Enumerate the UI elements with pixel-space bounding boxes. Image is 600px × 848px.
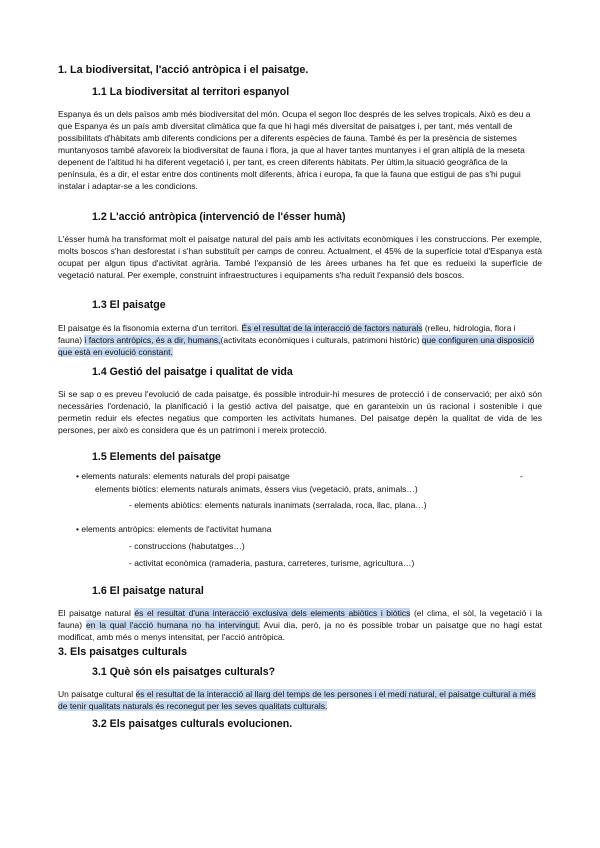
section-1-1-heading: 1.1 La biodiversitat al territori espanyol	[92, 86, 290, 98]
section-1-3-highlight-2: i factors antròpics, és a dir, humans,	[84, 335, 221, 345]
section-3-heading: 3. Els paisatges culturals	[58, 646, 188, 658]
list-item-dash: -	[520, 471, 523, 481]
section-1-3-text-3: (activitats econòmiques i culturals, patrimoni històric)	[220, 335, 422, 345]
section-1-4-heading: 1.4 Gestió del paisatge i qualitat de vida	[92, 366, 293, 378]
list-item-economic-activity: - activitat econòmica (ramaderia, pastura, carreteres, turisme, agricultura…)	[129, 558, 415, 568]
section-1-4-paragraph: Si se sap o es preveu l'evolució de cada paisatge, és possible introduir-hi mesures de protecció i de conservació; per això són necessàries l'ordenació, la planificació i la gestió activa del paisatge, que en garanteixin un ús racional i sostenible i que permetin reduir els efectes negatius que comporten les activitats humanes. Del paisatge depèn la qualitat de vida de les persones, per això es considera que és un patrimoni i mereix protecció.	[58, 389, 542, 435]
list-item-biotic: elements biòtics: elements naturals animats, éssers vius (vegetació, prats, animals…)	[95, 484, 418, 494]
section-1-3-paragraph	[58, 322, 542, 358]
section-1-1-paragraph: Espanya és un dels països amb més biodiversitat del món. Ocupa el segon lloc després de les selves tropicals. Això es deu a que Espanya és un país amb diversitat climàtica que fa que hi hagi més diversitat de paisatges i, per tant, més ventall de possibilitats d'hàbitats amb diferents condicions per a diferents espècies de fauna. També és per la presència de sistemes muntanyosos també afavoreix la biodiversitat de fauna i flora, ja que al haver tantes muntanyes i el gran altiplà de la meseta depenent de l'altitud hi ha diferent vegetació i, per tant, es creen diferents hàbitats. Per últim,la situació geogràfica de la península, és a dir, el estar entre dos continents molt diferents, àfrica i europa, fa que la fauna que estigui de pas s'hi pugui instalar i adaptar-se a les condicions.	[58, 109, 531, 191]
section-1-6-paragraph	[58, 607, 542, 643]
list-item-anthropic: • elements antròpics: elements de l'activitat humana	[76, 524, 272, 534]
section-1-6-highlight-2: en la qual l'acció humana no ha intervingut.	[86, 620, 261, 630]
section-1-6-highlight-1: és el resultat d'una interacció exclusiva dels elements abiòtics i biòtics	[134, 608, 411, 618]
section-3-1-paragraph	[58, 688, 542, 712]
section-1-6-text-1: El paisatge natural	[58, 608, 135, 618]
list-item-constructions: - construccions (habutatges…)	[129, 541, 245, 551]
section-1-6-text-2: (el clima, el sòl, la vegetació i la fauna)	[58, 608, 542, 630]
section-3-2-heading: 3.2 Els paisatges culturals evolucionen.	[92, 718, 293, 730]
list-item-natural: • elements naturals: elements naturals del propi paisatge	[76, 471, 290, 481]
section-1-5-heading: 1.5 Elements del paisatge	[92, 451, 221, 463]
section-3-1-heading: 3.1 Què són els paisatges culturals?	[92, 666, 276, 678]
section-3-1-text-1: Un paisatge cultural	[58, 689, 136, 699]
section-1-2-heading: 1.2 L'acció antròpica (intervenció de l'ésser humà)	[92, 211, 346, 223]
section-1-3-text-2: (relleu, hidrologia, flora i fauna)	[58, 323, 516, 345]
section-1-3-highlight-3: que configuren una disposició que està en evolució constant.	[58, 335, 535, 357]
section-1-3-highlight-1: És el resultat de la interacció de factors naturals	[241, 323, 423, 333]
list-item-abiotic: - elements abiòtics: elements naturals inanimats (serralada, roca, llac, plana…)	[129, 500, 427, 510]
main-heading: 1. La biodiversitat, l'acció antròpica i el paisatge.	[58, 64, 309, 76]
section-1-6-text-3: Avui dia, però, ja no és possible trobar un paisatge que no hagi estat modificat, amb més o menys intensitat, per l'acció antròpica.	[58, 620, 542, 642]
section-1-6-heading: 1.6 El paisatge natural	[92, 585, 204, 597]
section-1-2-paragraph: L'ésser humà ha transformat molt el paisatge natural del país amb les activitats econòmiques i les construccions. Per exemple, molts boscos s'han desforestat i s'han substituït per camps de conreu. Actualment, el 45% de la superfície total d'Espanya està ocupat per algun tipus d'activitat agrària. També l'expansió de les àrees urbanes ha fet que es redueixi la superfície de vegetació natural. Per exemple, construint infraestructures i equipaments s'ha reduït l'expansió dels boscos.	[58, 234, 542, 280]
section-1-3-text-1: El paisatge és la fisonomia externa d'un territori.	[58, 323, 242, 333]
section-3-1-highlight-1: és el resultat de la interacció al llarg del temps de les persones i el medi natural, el paisatge cultural a més de tenir qualitats naturals és reconegut per les seves qualitats culturals.	[58, 689, 536, 711]
section-1-3-heading: 1.3 El paisatge	[92, 299, 166, 311]
